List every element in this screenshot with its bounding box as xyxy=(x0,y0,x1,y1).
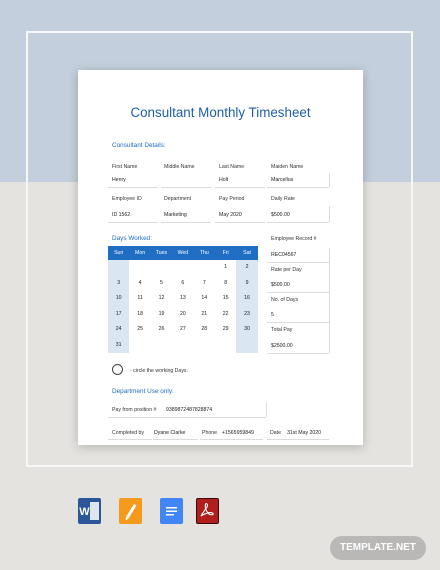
department-value: Marketing xyxy=(164,212,187,218)
calendar-day[interactable]: 12 xyxy=(158,295,165,301)
pay-period-label: Pay Period xyxy=(219,196,245,202)
last-name-label: Last Name xyxy=(219,164,245,170)
calendar-day[interactable]: 11 xyxy=(137,295,143,301)
middle-name-label: Middle Name xyxy=(164,164,195,170)
calendar-day[interactable]: 19 xyxy=(158,310,165,317)
pdf-icon[interactable] xyxy=(196,498,219,524)
employee-id-value: ID 1562 xyxy=(112,212,131,218)
field-line xyxy=(108,222,158,223)
timesheet-document xyxy=(78,70,363,445)
field-line xyxy=(267,222,329,223)
calendar-day-header: Tues xyxy=(155,250,168,256)
field-line xyxy=(267,353,329,354)
employee-record-value: REC04567 xyxy=(271,252,297,258)
pay-from-position-label: Pay from position # xyxy=(112,407,157,413)
calendar-day[interactable]: 10 xyxy=(108,291,129,307)
pay-period-value: May 2020 xyxy=(219,212,242,218)
calendar-day[interactable]: 27 xyxy=(179,326,186,332)
calendar-week xyxy=(108,322,258,338)
pages-icon[interactable] xyxy=(119,498,142,524)
phone-value: +1565959849 xyxy=(222,430,254,436)
watermark-badge: TEMPLATE.NET xyxy=(330,536,426,560)
calendar-day[interactable]: 8 xyxy=(224,279,228,286)
employee-id-label: Employee ID xyxy=(112,196,142,202)
phone-label: Phone xyxy=(202,430,218,436)
calendar-day-header: Wed xyxy=(177,250,189,256)
daily-rate-label: Daily Rate xyxy=(271,196,295,202)
date-label: Date xyxy=(270,430,281,436)
calendar-day[interactable]: 16 xyxy=(236,291,257,307)
calendar-day[interactable]: 25 xyxy=(137,326,143,332)
field-line xyxy=(108,439,152,440)
calendar-day[interactable]: 15 xyxy=(222,295,229,301)
calendar-day[interactable]: 29 xyxy=(222,326,229,332)
calendar-day[interactable]: 24 xyxy=(108,322,129,338)
first-name-label: First Name xyxy=(112,164,138,170)
calendar-day[interactable]: 13 xyxy=(179,295,186,301)
department-use-heading: Department Use only: xyxy=(112,388,174,395)
total-pay-label: Total Pay xyxy=(271,327,293,333)
calendar-header xyxy=(108,246,258,260)
calendar-day[interactable] xyxy=(108,260,129,276)
calendar-day[interactable]: 6 xyxy=(181,279,185,286)
no-of-days-label: No. of Days xyxy=(271,297,299,303)
calendar-day[interactable] xyxy=(129,260,150,276)
calendar-day[interactable]: 17 xyxy=(108,307,129,323)
maiden-name-label: Maiden Name xyxy=(271,164,304,170)
calendar-day[interactable]: 4 xyxy=(138,279,142,286)
calendar-day[interactable] xyxy=(151,260,172,276)
field-line xyxy=(108,417,266,418)
svg-text:W: W xyxy=(79,506,90,518)
word-glyph-icon xyxy=(78,498,101,524)
consultant-details-heading: Consultant Details: xyxy=(112,142,166,149)
field-line xyxy=(161,187,211,188)
calendar-day[interactable] xyxy=(129,338,150,354)
calendar-day[interactable]: 22 xyxy=(222,310,229,317)
calendar-day-header: Fri xyxy=(222,250,229,256)
first-name-value: Henry xyxy=(112,177,126,183)
acrobat-icon xyxy=(197,499,217,522)
doc-lines-icon xyxy=(160,498,183,524)
calendar-day[interactable]: 28 xyxy=(201,326,208,332)
field-line xyxy=(108,187,158,188)
calendar-day-header: Mon xyxy=(135,250,146,256)
pen-icon xyxy=(119,498,142,524)
calendar-day[interactable]: 3 xyxy=(108,276,129,292)
google-docs-icon[interactable] xyxy=(160,498,183,524)
calendar-day-header: Sat xyxy=(243,250,251,256)
calendar-day-header: Sun xyxy=(114,250,124,256)
calendar-day[interactable] xyxy=(151,338,172,354)
calendar-day[interactable] xyxy=(215,338,236,354)
calendar-day[interactable]: 26 xyxy=(158,326,165,332)
no-of-days-value: 5 xyxy=(271,312,274,318)
field-line xyxy=(161,222,211,223)
calendar-week xyxy=(108,307,258,323)
calendar-day[interactable]: 30 xyxy=(236,322,257,338)
calendar-day[interactable]: 1 xyxy=(224,264,228,270)
rate-per-day-value: $500.00 xyxy=(271,282,290,288)
field-line xyxy=(215,222,265,223)
department-label: Department xyxy=(164,196,192,202)
pay-from-position-value: 9389872487828874 xyxy=(166,407,213,413)
calendar-day[interactable] xyxy=(194,338,215,354)
employee-record-label: Employee Record # xyxy=(271,236,317,242)
calendar-day[interactable]: 23 xyxy=(236,307,257,323)
circle-legend-icon xyxy=(112,364,123,375)
field-line xyxy=(267,292,329,293)
calendar-day[interactable]: 31 xyxy=(108,338,129,354)
calendar-day[interactable]: 18 xyxy=(137,310,143,317)
field-line xyxy=(267,322,329,323)
field-line xyxy=(215,187,265,188)
calendar-day[interactable]: 7 xyxy=(202,279,206,286)
calendar-day[interactable]: 5 xyxy=(160,279,163,286)
calendar-week xyxy=(108,338,258,354)
calendar-day[interactable] xyxy=(172,338,193,354)
field-line xyxy=(267,187,329,188)
calendar-day-header: Thu xyxy=(199,250,209,256)
calendar xyxy=(108,246,258,353)
field-line xyxy=(267,262,329,263)
field-line xyxy=(267,439,329,440)
field-line xyxy=(329,248,330,353)
calendar-day[interactable]: 9 xyxy=(236,276,257,292)
calendar-week xyxy=(108,291,258,307)
completed-by-label: Completed by xyxy=(112,430,145,436)
field-line xyxy=(200,439,263,440)
last-name-value: Holt xyxy=(219,177,229,183)
days-worked-heading: Days Worked: xyxy=(112,235,153,242)
calendar-day[interactable]: 21 xyxy=(201,310,208,317)
word-icon[interactable] xyxy=(78,498,101,524)
document-title: Consultant Monthly Timesheet xyxy=(130,105,311,120)
maiden-name-value: Marcellus xyxy=(271,177,294,183)
calendar-day[interactable]: 2 xyxy=(236,260,257,276)
calendar-week xyxy=(108,260,258,276)
daily-rate-value: $500.00 xyxy=(271,212,290,218)
field-line xyxy=(329,173,330,187)
calendar-day[interactable] xyxy=(172,260,193,276)
rate-per-day-label: Rate per Day xyxy=(271,267,302,273)
completed-by-value: Dyane Clarke xyxy=(154,430,186,436)
circle-note: - circle the working Days. xyxy=(130,368,188,374)
date-value: 31st May 2020 xyxy=(287,430,322,436)
calendar-day[interactable]: 20 xyxy=(179,310,186,317)
calendar-day[interactable] xyxy=(194,260,215,276)
calendar-day[interactable]: 14 xyxy=(201,295,208,301)
field-line xyxy=(329,206,330,222)
calendar-day[interactable] xyxy=(236,338,257,354)
calendar-week xyxy=(108,276,258,292)
field-line xyxy=(266,402,267,417)
field-line xyxy=(153,439,198,440)
total-pay-value: $2500.00 xyxy=(271,343,293,349)
